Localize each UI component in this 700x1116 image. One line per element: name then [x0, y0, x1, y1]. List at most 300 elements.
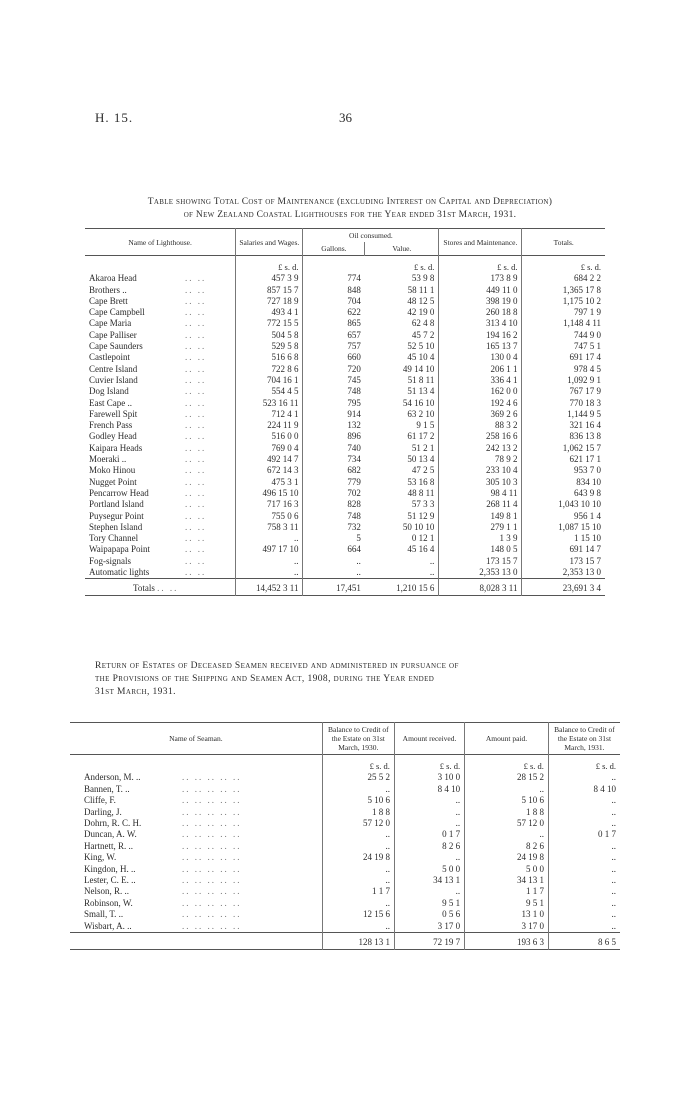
lighthouse-row [85, 544, 605, 555]
seaman-row [70, 898, 620, 909]
total-cell: 321 16 4 [522, 420, 605, 431]
stores-cell: 279 1 1 [439, 522, 522, 533]
salaries-cell: 523 16 11 [236, 398, 303, 409]
seaman-name: Robinson, W. .. .. .. .. .. [84, 897, 242, 908]
oil-value-cell: 47 2 5 [411, 465, 435, 476]
total-cell: 1,148 4 11 [522, 318, 605, 329]
total-cell: 691 14 7 [522, 544, 605, 555]
page-header [95, 110, 635, 124]
seaman-name: King, W. .. .. .. .. .. [84, 852, 242, 863]
salaries-cell: 727 18 9 [236, 296, 303, 307]
oil-value-cell: 58 11 1 [407, 284, 435, 295]
col-salaries: Salaries and Wages. [236, 229, 303, 256]
total-cell: 797 1 9 [522, 307, 605, 318]
gallons-cell: 704 [303, 296, 365, 307]
received-cell: .. [394, 852, 464, 863]
total-cell: 747 5 1 [522, 341, 605, 352]
totals-bal1931: 8 6 5 [548, 933, 620, 949]
paid-cell: .. [465, 784, 549, 795]
balance-1930-cell: .. [322, 921, 394, 933]
total-cell: 1,062 15 7 [522, 443, 605, 454]
oil-value-cell: 54 16 10 [402, 397, 435, 408]
balance-1930-cell: .. [322, 841, 394, 852]
gallons-cell: 682 [303, 465, 365, 476]
balance-1930-cell: 1 1 7 [322, 886, 394, 897]
oil-value-cell: 42 19 0 [407, 307, 435, 318]
totals-total: 23,691 3 4 [522, 579, 605, 595]
stores-cell: 313 4 10 [439, 318, 522, 329]
stores-cell: 1 3 9 [439, 533, 522, 544]
salaries-cell: 224 11 9 [236, 420, 303, 431]
balance-1930-cell: .. [322, 875, 394, 886]
col-stores: Stores and Maintenance. [439, 229, 522, 256]
seaman-name: Bannen, T. .. .. .. .. .. .. [84, 783, 242, 794]
lighthouse-name: Moko Hinou .. .. [89, 465, 207, 476]
lighthouse-name: Moeraki .. .. .. [89, 454, 207, 465]
lighthouse-row [85, 567, 605, 579]
received-cell: 3 17 0 [394, 921, 464, 933]
balance-1930-cell: 24 19 8 [322, 852, 394, 863]
gallons-cell: 748 [303, 386, 365, 397]
stores-cell: 130 0 4 [439, 352, 522, 363]
seamen-table-body [70, 755, 620, 933]
paid-cell: 57 12 0 [465, 818, 549, 829]
stores-cell: 398 19 0 [439, 296, 522, 307]
oil-value-cell: 57 3 3 [411, 499, 435, 510]
salaries-cell: 857 15 7 [236, 285, 303, 296]
lighthouse-name: Cape Brett .. .. [89, 295, 207, 306]
balance-1931-cell: .. [548, 841, 620, 852]
received-cell: 0 5 6 [394, 909, 464, 920]
balance-1931-cell: .. [548, 898, 620, 909]
salaries-cell: 504 5 8 [236, 330, 303, 341]
col-value: Value. [365, 242, 439, 256]
stores-cell: 98 4 11 [439, 488, 522, 499]
lighthouse-name: Portland Island .. .. [89, 499, 207, 510]
total-cell: 770 18 3 [522, 398, 605, 409]
balance-1931-cell: 8 4 10 [548, 784, 620, 795]
page-number: 36 [339, 110, 352, 125]
units-bal1931: £ s. d. [548, 755, 620, 773]
lighthouse-row [85, 443, 605, 454]
lighthouse-row [85, 398, 605, 409]
oil-value-cell: .. [429, 567, 435, 578]
lighthouse-name: Godley Head .. .. [89, 431, 207, 442]
gallons-cell: 664 [303, 544, 365, 555]
lighthouse-name: Automatic lights .. .. [89, 567, 207, 578]
stores-cell: 192 4 6 [439, 398, 522, 409]
salaries-cell: 758 3 11 [236, 522, 303, 533]
salaries-cell: 516 0 0 [236, 431, 303, 442]
col-balance-1931: Balance to Credit of the Estate on 31st March, 1931. [548, 723, 620, 755]
lighthouse-row [85, 522, 605, 533]
seaman-name: Dohrn, R. C. H. .. .. .. .. .. [84, 818, 242, 829]
lighthouse-name: Dog Island .. .. [89, 386, 207, 397]
col-totals: Totals. [522, 229, 605, 256]
table2-title [95, 660, 605, 699]
lighthouse-row [85, 454, 605, 465]
seaman-name: Nelson, R. .. .. .. .. .. .. [84, 886, 242, 897]
seaman-row [70, 921, 620, 933]
stores-cell: 336 4 1 [439, 375, 522, 386]
oil-value-cell: 48 12 5 [407, 295, 435, 306]
lighthouse-row [85, 375, 605, 386]
lighthouse-name: French Pass .. .. [89, 420, 207, 431]
salaries-cell: 496 15 10 [236, 488, 303, 499]
salaries-cell: 492 14 7 [236, 454, 303, 465]
total-cell: 621 17 1 [522, 454, 605, 465]
received-cell: 8 4 10 [394, 784, 464, 795]
lighthouse-name: Farewell Spit .. .. [89, 408, 207, 419]
lighthouse-name: Centre Island .. .. [89, 363, 207, 374]
lighthouse-name: Cape Maria .. .. [89, 318, 207, 329]
gallons-cell: 622 [303, 307, 365, 318]
balance-1930-cell: .. [322, 864, 394, 875]
gallons-cell: 5 [303, 533, 365, 544]
stores-cell: 233 10 4 [439, 465, 522, 476]
salaries-cell: 755 0 6 [236, 511, 303, 522]
stores-cell: 260 18 8 [439, 307, 522, 318]
oil-value-cell: 63 2 10 [407, 408, 435, 419]
oil-value-cell: 61 17 2 [407, 431, 435, 442]
seaman-row [70, 875, 620, 886]
balance-1931-cell: .. [548, 772, 620, 783]
table2-title-line1: Return of Estates of Deceased Seamen received and administered in pursuance of [95, 661, 459, 671]
stores-cell: 268 11 4 [439, 499, 522, 510]
lighthouse-name: Stephen Island .. .. [89, 521, 207, 532]
total-cell: 173 15 7 [522, 556, 605, 567]
paid-cell: 34 13 1 [465, 875, 549, 886]
seaman-row [70, 909, 620, 920]
lighthouse-row [85, 465, 605, 476]
lighthouse-row [85, 285, 605, 296]
gallons-cell: 132 [303, 420, 365, 431]
oil-value-cell: 51 13 4 [407, 386, 435, 397]
stores-cell: 78 9 2 [439, 454, 522, 465]
totals-paid: 193 6 3 [465, 933, 549, 949]
total-cell: 1,087 15 10 [522, 522, 605, 533]
lighthouse-name: Brothers .. .. .. [89, 284, 207, 295]
totals-row [85, 579, 605, 595]
gallons-cell: 828 [303, 499, 365, 510]
totals-received: 72 19 7 [394, 933, 464, 949]
balance-1931-cell: .. [548, 921, 620, 933]
units-value: £ s. d. [414, 262, 435, 272]
seaman-row [70, 772, 620, 783]
salaries-cell: 457 3 9 [236, 273, 303, 284]
gallons-cell: 795 [303, 398, 365, 409]
units-paid: £ s. d. [465, 755, 549, 773]
gallons-cell: 896 [303, 431, 365, 442]
salaries-cell: .. [236, 556, 303, 567]
total-cell: 2,353 13 0 [522, 567, 605, 579]
total-cell: 643 9 8 [522, 488, 605, 499]
total-cell: 1,092 9 1 [522, 375, 605, 386]
lighthouse-name: Castlepoint .. .. [89, 352, 207, 363]
stores-cell: 165 13 7 [439, 341, 522, 352]
stores-cell: 88 3 2 [439, 420, 522, 431]
seaman-name: Kingdon, H. .. .. .. .. .. .. [84, 863, 242, 874]
col-oil-consumed: Oil consumed. [303, 229, 439, 243]
lighthouse-row [85, 318, 605, 329]
balance-1931-cell: .. [548, 795, 620, 806]
salaries-cell: .. [236, 533, 303, 544]
gallons-cell: 720 [303, 364, 365, 375]
salaries-cell: 554 4 5 [236, 386, 303, 397]
stores-cell: 449 11 0 [439, 285, 522, 296]
gallons-cell: 779 [303, 477, 365, 488]
gallons-cell: 734 [303, 454, 365, 465]
total-cell: 691 17 4 [522, 352, 605, 363]
lighthouse-name: Nugget Point .. .. [89, 476, 207, 487]
paid-cell: 8 2 6 [465, 841, 549, 852]
received-cell: 34 13 1 [394, 875, 464, 886]
balance-1931-cell: .. [548, 818, 620, 829]
seaman-row [70, 864, 620, 875]
lighthouse-maintenance-table [85, 228, 605, 596]
total-cell: 684 2 2 [522, 273, 605, 284]
totals-bal1930: 128 13 1 [322, 933, 394, 949]
salaries-cell: 717 16 3 [236, 499, 303, 510]
seaman-name: Anderson, M. .. .. .. .. .. .. [84, 772, 242, 783]
lighthouse-row [85, 341, 605, 352]
total-cell: 978 4 5 [522, 364, 605, 375]
document-reference: H. 15. [95, 110, 134, 125]
col-seaman-name: Name of Seaman. [169, 734, 223, 743]
gallons-cell: .. [303, 567, 365, 579]
lighthouse-name: East Cape .. .. .. [89, 397, 207, 408]
oil-value-cell: 62 4 8 [411, 318, 435, 329]
seaman-row [70, 795, 620, 806]
table2-title-line3: 31st March, 1931. [95, 687, 176, 697]
balance-1931-cell: .. [548, 807, 620, 818]
lighthouse-row [85, 307, 605, 318]
gallons-cell: 774 [303, 273, 365, 284]
seaman-row [70, 807, 620, 818]
oil-value-cell: 9 1 5 [416, 420, 435, 431]
oil-value-cell: 53 9 8 [411, 273, 435, 284]
seaman-row [70, 852, 620, 863]
paid-cell: 28 15 2 [465, 772, 549, 783]
paid-cell: 5 10 6 [465, 795, 549, 806]
received-cell: .. [394, 818, 464, 829]
oil-value-cell: 51 2 1 [411, 442, 435, 453]
paid-cell: 1 1 7 [465, 886, 549, 897]
seaman-row [70, 784, 620, 795]
totals-salaries: 14,452 3 11 [236, 579, 303, 595]
lighthouse-name: Kaipara Heads .. .. [89, 442, 207, 453]
oil-value-cell: 51 12 9 [407, 510, 435, 521]
gallons-cell: 660 [303, 352, 365, 363]
table1-title-line1: Table showing Total Cost of Maintenance (excluding Interest on Capital and Depreciation) [147, 197, 553, 207]
totals-stores: 8,028 3 11 [439, 579, 522, 595]
received-cell: 8 2 6 [394, 841, 464, 852]
balance-1930-cell: 5 10 6 [322, 795, 394, 806]
lighthouse-row [85, 477, 605, 488]
seaman-row [70, 841, 620, 852]
stores-cell: 148 0 5 [439, 544, 522, 555]
received-cell: .. [394, 795, 464, 806]
balance-1931-cell: 0 1 7 [548, 829, 620, 840]
paid-cell: 24 19 8 [465, 852, 549, 863]
lighthouse-row [85, 352, 605, 363]
lighthouse-row [85, 556, 605, 567]
seamen-estates-table [70, 722, 620, 950]
total-cell: 836 13 8 [522, 431, 605, 442]
totals-label: Totals .. .. [133, 583, 179, 594]
seaman-row [70, 886, 620, 897]
oil-value-cell: 50 10 10 [402, 521, 435, 532]
lighthouse-row [85, 364, 605, 375]
table2-title-line2: the Provisions of the Shipping and Seamen Act, 1908, during the Year ended [95, 674, 435, 684]
gallons-cell: 865 [303, 318, 365, 329]
lighthouse-row [85, 330, 605, 341]
lighthouse-row [85, 431, 605, 442]
received-cell: .. [394, 807, 464, 818]
balance-1930-cell: 12 15 6 [322, 909, 394, 920]
stores-cell: 258 16 6 [439, 431, 522, 442]
received-cell: 0 1 7 [394, 829, 464, 840]
salaries-cell: 772 15 5 [236, 318, 303, 329]
gallons-cell: 757 [303, 341, 365, 352]
balance-1931-cell: .. [548, 909, 620, 920]
salaries-cell: 475 3 1 [236, 477, 303, 488]
lighthouse-name: Puysegur Point .. .. [89, 510, 207, 521]
salaries-cell: 529 5 8 [236, 341, 303, 352]
balance-1930-cell: 25 5 2 [322, 772, 394, 783]
gallons-cell: 914 [303, 409, 365, 420]
oil-value-cell: 52 5 10 [407, 341, 435, 352]
total-cell: 1,144 9 5 [522, 409, 605, 420]
lighthouse-row [85, 386, 605, 397]
lighthouse-name: Waipapapa Point .. .. [89, 544, 207, 555]
paid-cell: 13 1 0 [465, 909, 549, 920]
lighthouse-name: Cape Palliser .. .. [89, 329, 207, 340]
seaman-name: Darling, J. .. .. .. .. .. [84, 806, 242, 817]
oil-value-cell: 50 13 4 [407, 454, 435, 465]
paid-cell: .. [465, 829, 549, 840]
lighthouse-name: Tory Channel .. .. [89, 533, 207, 544]
oil-value-cell: 49 14 10 [402, 363, 435, 374]
gallons-cell: 732 [303, 522, 365, 533]
salaries-cell: .. [236, 567, 303, 579]
gallons-cell: 748 [303, 511, 365, 522]
stores-cell: 173 15 7 [439, 556, 522, 567]
col-gallons: Gallons. [303, 242, 365, 256]
total-cell: 1,365 17 8 [522, 285, 605, 296]
salaries-cell: 497 17 10 [236, 544, 303, 555]
lighthouse-row [85, 296, 605, 307]
col-amount-received: Amount received. [394, 723, 464, 755]
col-lighthouse-name: Name of Lighthouse. [128, 237, 192, 247]
balance-1930-cell: .. [322, 898, 394, 909]
salaries-cell: 516 6 8 [236, 352, 303, 363]
paid-cell: 9 5 1 [465, 898, 549, 909]
totals-gallons: 17,451 [303, 579, 365, 595]
lighthouse-row [85, 499, 605, 510]
lighthouse-row [85, 420, 605, 431]
oil-value-cell: 45 10 4 [407, 352, 435, 363]
gallons-cell: 657 [303, 330, 365, 341]
units-totals: £ s. d. [522, 256, 605, 274]
gallons-cell: .. [303, 556, 365, 567]
table1-title-line2: of New Zealand Coastal Lighthouses for the Year ended 31st March, 1931. [183, 210, 517, 220]
table1-title [90, 196, 610, 222]
lighthouse-name: Cape Saunders .. .. [89, 341, 207, 352]
stores-cell: 206 1 1 [439, 364, 522, 375]
paid-cell: 5 0 0 [465, 864, 549, 875]
units-bal1930: £ s. d. [322, 755, 394, 773]
lighthouse-name: Fog-signals .. .. [89, 555, 207, 566]
seaman-name: Wisbart, A. .. .. .. .. .. .. [84, 920, 242, 931]
totals-row-2 [70, 933, 620, 949]
salaries-cell: 493 4 1 [236, 307, 303, 318]
balance-1930-cell: .. [322, 829, 394, 840]
salaries-cell: 672 14 3 [236, 465, 303, 476]
lighthouse-name: Cape Campbell .. .. [89, 307, 207, 318]
stores-cell: 305 10 3 [439, 477, 522, 488]
lighthouse-name: Akaroa Head .. .. [89, 273, 207, 284]
oil-value-cell: .. [429, 555, 435, 566]
balance-1931-cell: .. [548, 875, 620, 886]
col-amount-paid: Amount paid. [465, 723, 549, 755]
stores-cell: 242 13 2 [439, 443, 522, 454]
total-cell: 1,043 10 10 [522, 499, 605, 510]
lighthouse-row [85, 488, 605, 499]
lighthouse-row [85, 273, 605, 284]
gallons-cell: 745 [303, 375, 365, 386]
gallons-cell: 702 [303, 488, 365, 499]
received-cell: 5 0 0 [394, 864, 464, 875]
seaman-row [70, 829, 620, 840]
oil-value-cell: 48 8 11 [407, 487, 435, 498]
gallons-cell: 848 [303, 285, 365, 296]
total-cell: 834 10 [522, 477, 605, 488]
lighthouse-name: Cuvier Island .. .. [89, 374, 207, 385]
total-cell: 956 1 4 [522, 511, 605, 522]
seaman-row [70, 818, 620, 829]
stores-cell: 369 2 6 [439, 409, 522, 420]
stores-cell: 162 0 0 [439, 386, 522, 397]
received-cell: 3 10 0 [394, 772, 464, 783]
gallons-cell: 740 [303, 443, 365, 454]
received-cell: .. [394, 886, 464, 897]
units-row [85, 256, 605, 274]
total-cell: 953 7 0 [522, 465, 605, 476]
balance-1931-cell: .. [548, 886, 620, 897]
total-cell: 1 15 10 [522, 533, 605, 544]
units-received: £ s. d. [394, 755, 464, 773]
stores-cell: 2,353 13 0 [439, 567, 522, 579]
stores-cell: 149 8 1 [439, 511, 522, 522]
paid-cell: 1 8 8 [465, 807, 549, 818]
stores-cell: 173 8 9 [439, 273, 522, 284]
total-cell: 744 9 0 [522, 330, 605, 341]
oil-value-cell: 53 16 8 [407, 476, 435, 487]
balance-1931-cell: .. [548, 864, 620, 875]
seaman-name: Cliffe, F. .. .. .. .. .. [84, 795, 242, 806]
seaman-name: Duncan, A. W. .. .. .. .. .. [84, 829, 242, 840]
lighthouse-row [85, 511, 605, 522]
lighthouse-name: Pencarrow Head .. .. [89, 487, 207, 498]
oil-value-cell: 51 8 11 [407, 374, 435, 385]
total-cell: 1,175 10 2 [522, 296, 605, 307]
salaries-cell: 704 16 1 [236, 375, 303, 386]
received-cell: 9 5 1 [394, 898, 464, 909]
lighthouse-row [85, 533, 605, 544]
col-balance-1930: Balance to Credit of the Estate on 31st March, 1930. [322, 723, 394, 755]
paid-cell: 3 17 0 [465, 921, 549, 933]
